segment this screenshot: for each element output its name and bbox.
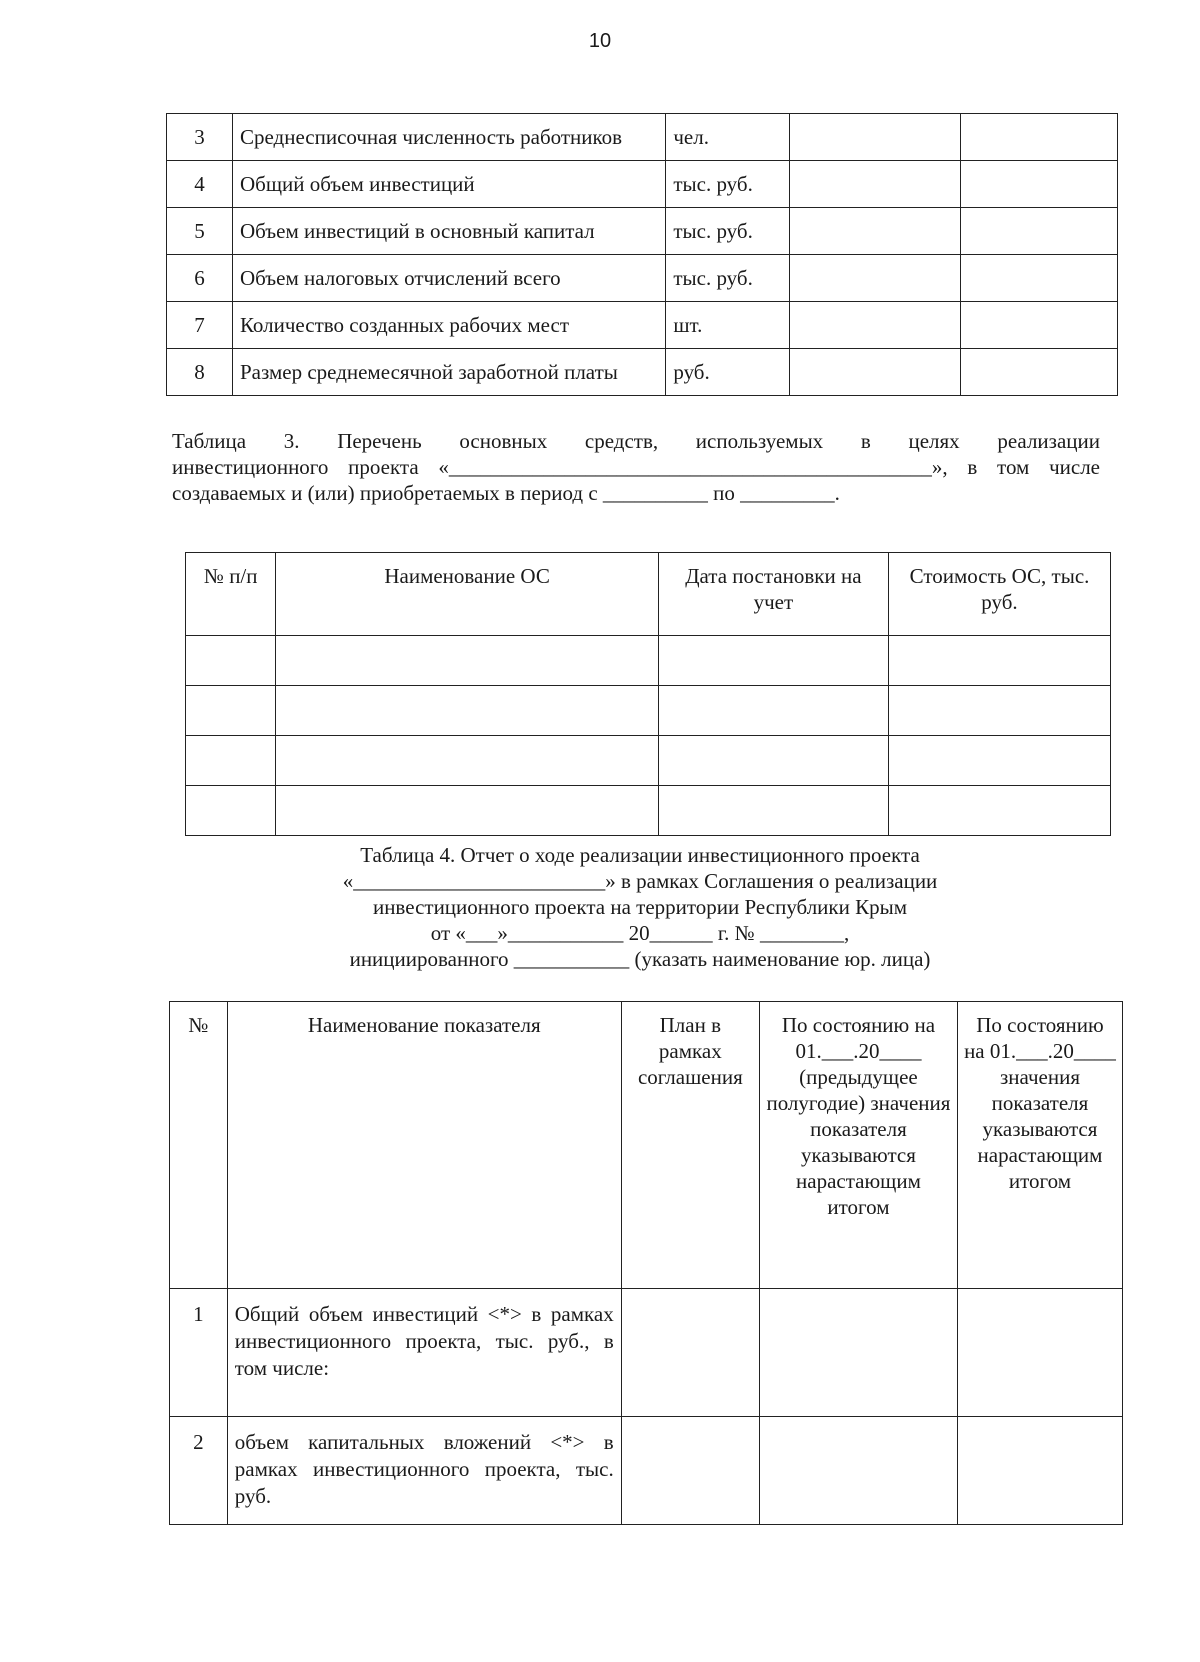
value-cell	[960, 255, 1117, 302]
column-header-date: Дата постановки на учет	[658, 553, 888, 636]
empty-cell	[186, 786, 276, 836]
page-number: 10	[588, 30, 612, 52]
column-header-name: Наименование ОС	[276, 553, 658, 636]
empty-cell	[621, 1289, 759, 1417]
caption-line: «________________________» в рамках Соглашения о реализации	[342, 869, 938, 893]
value-cell	[790, 302, 961, 349]
empty-cell	[957, 1289, 1122, 1417]
table-header-row	[170, 1002, 1123, 1289]
indicators-table-continued	[166, 113, 1118, 396]
empty-cell	[186, 636, 276, 686]
empty-cell	[276, 636, 658, 686]
value-cell	[790, 349, 961, 396]
unit: чел.	[666, 114, 790, 161]
column-header-number: №	[170, 1002, 228, 1289]
empty-cell	[658, 636, 888, 686]
empty-cell	[658, 786, 888, 836]
caption-line: инициированного ___________ (указать наименование юр. лица)	[349, 947, 931, 971]
unit: тыс. руб.	[666, 255, 790, 302]
indicator-name: объем капитальных вложений <*> в рамках инвестиционного проекта, тыс. руб.	[227, 1417, 621, 1525]
column-header-current-period: По состоянию на 01.___.20____ значения показателя указываются нарастающим итогом	[957, 1002, 1122, 1289]
value-cell	[790, 114, 961, 161]
empty-cell	[888, 686, 1110, 736]
indicator-name: Размер среднемесячной заработной платы	[232, 349, 665, 396]
caption-line: инвестиционного проекта на территории Республики Крым	[372, 895, 908, 919]
value-cell	[790, 161, 961, 208]
value-cell	[960, 208, 1117, 255]
row-number: 3	[167, 114, 233, 161]
table-row	[167, 302, 1118, 349]
indicator-name: Количество созданных рабочих мест	[232, 302, 665, 349]
caption-line: инвестиционного проекта «______________________________________________», в том числе	[172, 455, 1100, 479]
row-number: 7	[167, 302, 233, 349]
value-cell	[960, 302, 1117, 349]
value-cell	[960, 114, 1117, 161]
table-row	[167, 161, 1118, 208]
column-header-number: № п/п	[186, 553, 276, 636]
row-number: 8	[167, 349, 233, 396]
empty-cell	[621, 1417, 759, 1525]
column-header-name: Наименование показателя	[227, 1002, 621, 1289]
row-number: 4	[167, 161, 233, 208]
indicator-name: Объем инвестиций в основный капитал	[232, 208, 665, 255]
column-header-cost: Стоимость ОС, тыс. руб.	[888, 553, 1110, 636]
value-cell	[960, 161, 1117, 208]
unit: руб.	[666, 349, 790, 396]
caption-line: Таблица 3. Перечень основных средств, используемых в целях реализации	[172, 429, 1100, 453]
unit: шт.	[666, 302, 790, 349]
empty-cell	[888, 636, 1110, 686]
indicator-name: Среднесписочная численность работников	[232, 114, 665, 161]
table-row	[186, 686, 1111, 736]
row-number: 5	[167, 208, 233, 255]
project-progress-table	[169, 1001, 1123, 1525]
fixed-assets-table	[185, 552, 1111, 836]
table-row	[170, 1417, 1123, 1525]
empty-cell	[276, 786, 658, 836]
table-row	[167, 255, 1118, 302]
empty-cell	[658, 686, 888, 736]
table3-caption	[172, 428, 1100, 506]
empty-cell	[957, 1417, 1122, 1525]
value-cell	[960, 349, 1117, 396]
table-row	[186, 636, 1111, 686]
empty-cell	[276, 686, 658, 736]
empty-cell	[186, 736, 276, 786]
empty-cell	[888, 786, 1110, 836]
caption-line: создаваемых и (или) приобретаемых в период с __________ по _________.	[172, 481, 840, 505]
empty-cell	[276, 736, 658, 786]
caption-line: Таблица 4. Отчет о ходе реализации инвестиционного проекта	[360, 843, 920, 867]
row-number: 1	[170, 1289, 228, 1417]
table-header-row	[186, 553, 1111, 636]
indicator-name: Общий объем инвестиций <*> в рамках инвестиционного проекта, тыс. руб., в том числе:	[227, 1289, 621, 1417]
empty-cell	[759, 1417, 957, 1525]
table-row	[167, 349, 1118, 396]
table-row	[167, 208, 1118, 255]
table-row	[170, 1289, 1123, 1417]
table4-caption	[160, 842, 1120, 972]
empty-cell	[658, 736, 888, 786]
unit: тыс. руб.	[666, 208, 790, 255]
value-cell	[790, 255, 961, 302]
row-number: 2	[170, 1417, 228, 1525]
empty-cell	[888, 736, 1110, 786]
indicator-name: Общий объем инвестиций	[232, 161, 665, 208]
value-cell	[790, 208, 961, 255]
row-number: 6	[167, 255, 233, 302]
empty-cell	[759, 1289, 957, 1417]
table-row	[186, 786, 1111, 836]
caption-line: от «___»___________ 20______ г. № ________,	[430, 921, 850, 945]
table-row	[186, 736, 1111, 786]
table-row	[167, 114, 1118, 161]
indicator-name: Объем налоговых отчислений всего	[232, 255, 665, 302]
unit: тыс. руб.	[666, 161, 790, 208]
column-header-plan: План в рамках соглашения	[621, 1002, 759, 1289]
empty-cell	[186, 686, 276, 736]
column-header-previous-period: По состоянию на 01.___.20____ (предыдущее полугодие) значения показателя указываются нарастающим итогом	[759, 1002, 957, 1289]
